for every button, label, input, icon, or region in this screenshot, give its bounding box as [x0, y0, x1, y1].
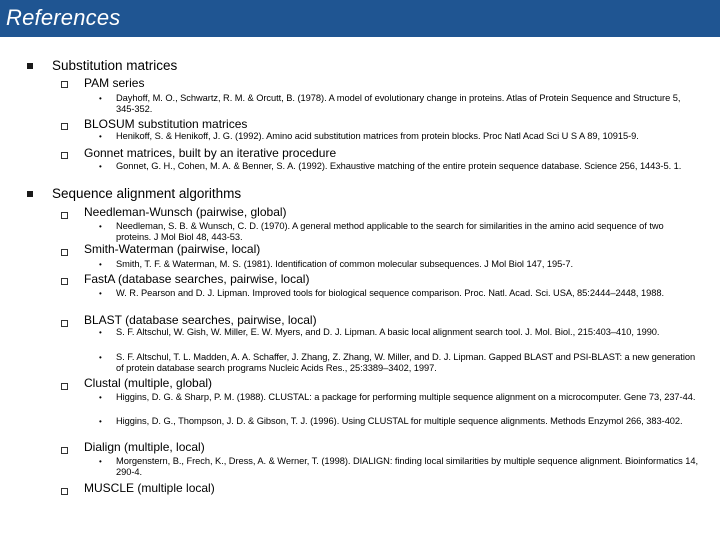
hollow-square-bullet-icon — [61, 320, 68, 327]
reference-item: W. R. Pearson and D. J. Lipman. Improved tools for biological sequence comparison. Proc. Natl. Acad. Sci. USA, 85:2444–2448, 1988. — [116, 288, 665, 298]
slide-title: References — [6, 5, 121, 30]
topic-needleman-wunsch: Needleman-Wunsch (pairwise, global) — [84, 205, 287, 219]
reference-item: S. F. Altschul, T. L. Madden, A. A. Schaffer, J. Zhang, Z. Zhang, W. Miller, and D. J. Lipman. Gapped BLAST and PSI-BLAST: a new generation of protein database search programs Nucleic Acids Res., 25:3389–3402, 1997. — [116, 352, 696, 373]
reference-item: Needleman, S. B. & Wunsch, C. D. (1970). A general method applicable to the search for similarities in the amino acid sequence of two proteins. J Mol Biol 48, 443-53. — [116, 221, 664, 242]
topic-pam: PAM series — [84, 76, 145, 90]
dot-bullet-icon: • — [99, 222, 102, 231]
dot-bullet-icon: • — [99, 353, 102, 362]
hollow-square-bullet-icon — [61, 249, 68, 256]
topic-gonnet: Gonnet matrices, built by an iterative procedure — [84, 146, 337, 160]
hollow-square-bullet-icon — [61, 447, 68, 454]
topic-clustal: Clustal (multiple, global) — [84, 376, 213, 390]
dot-bullet-icon: • — [99, 162, 102, 171]
square-bullet-icon — [27, 191, 33, 197]
reference-item: S. F. Altschul, W. Gish, W. Miller, E. W. Myers, and D. J. Lipman. A basic local alignment search tool. J. Mol. Biol., 215:403–410, 1990. — [116, 327, 660, 337]
title-bar — [0, 0, 720, 37]
dot-bullet-icon: • — [99, 132, 102, 141]
hollow-square-bullet-icon — [61, 152, 68, 159]
topic-blast: BLAST (database searches, pairwise, local) — [84, 313, 317, 327]
hollow-square-bullet-icon — [61, 488, 68, 495]
topic-blosum: BLOSUM substitution matrices — [84, 117, 248, 131]
dot-bullet-icon: • — [99, 457, 102, 466]
section-heading-alignment: Sequence alignment algorithms — [52, 186, 242, 201]
reference-item: Higgins, D. G. & Sharp, P. M. (1988). CLUSTAL: a package for performing multiple sequence alignment on a microcomputer. Gene 73, 237-44. — [116, 392, 696, 402]
topic-dialign: Dialign (multiple, local) — [84, 440, 205, 454]
dot-bullet-icon: • — [99, 328, 102, 337]
topic-smith-waterman: Smith-Waterman (pairwise, local) — [84, 242, 261, 256]
dot-bullet-icon: • — [99, 289, 102, 298]
reference-item: Higgins, D. G., Thompson, J. D. & Gibson, T. J. (1996). Using CLUSTAL for multiple sequence alignments. Methods Enzymol 266, 383-402. — [116, 416, 683, 426]
reference-item: Dayhoff, M. O., Schwartz, R. M. & Orcutt, B. (1978). A model of evolutionary change in proteins. Atlas of Protein Sequence and Structure 5, 345-352. — [116, 93, 681, 114]
topic-muscle: MUSCLE (multiple local) — [84, 481, 215, 495]
hollow-square-bullet-icon — [61, 123, 68, 130]
square-bullet-icon — [27, 63, 33, 69]
hollow-square-bullet-icon — [61, 278, 68, 285]
reference-item: Smith, T. F. & Waterman, M. S. (1981). Identification of common molecular subsequences. J Mol Biol 147, 195-7. — [116, 259, 573, 269]
dot-bullet-icon: • — [99, 94, 102, 103]
dot-bullet-icon: • — [99, 393, 102, 402]
topic-fasta: FastA (database searches, pairwise, local) — [84, 272, 310, 286]
hollow-square-bullet-icon — [61, 81, 68, 88]
dot-bullet-icon: • — [99, 260, 102, 269]
reference-item: Henikoff, S. & Henikoff, J. G. (1992). Amino acid substitution matrices from protein blocks. Proc Natl Acad Sci U S A 89, 10915-9. — [116, 131, 639, 141]
reference-item: Gonnet, G. H., Cohen, M. A. & Benner, S. A. (1992). Exhaustive matching of the entire protein sequence database. Science 256, 1443-5. 1. — [116, 161, 682, 171]
reference-item: Morgenstern, B., Frech, K., Dress, A. & Werner, T. (1998). DIALIGN: finding local similarities by multiple sequence alignment. Bioinformatics 14, 290-4. — [116, 456, 698, 477]
hollow-square-bullet-icon — [61, 383, 68, 390]
section-heading-substitution: Substitution matrices — [52, 58, 178, 73]
dot-bullet-icon: • — [99, 417, 102, 426]
hollow-square-bullet-icon — [61, 212, 68, 219]
